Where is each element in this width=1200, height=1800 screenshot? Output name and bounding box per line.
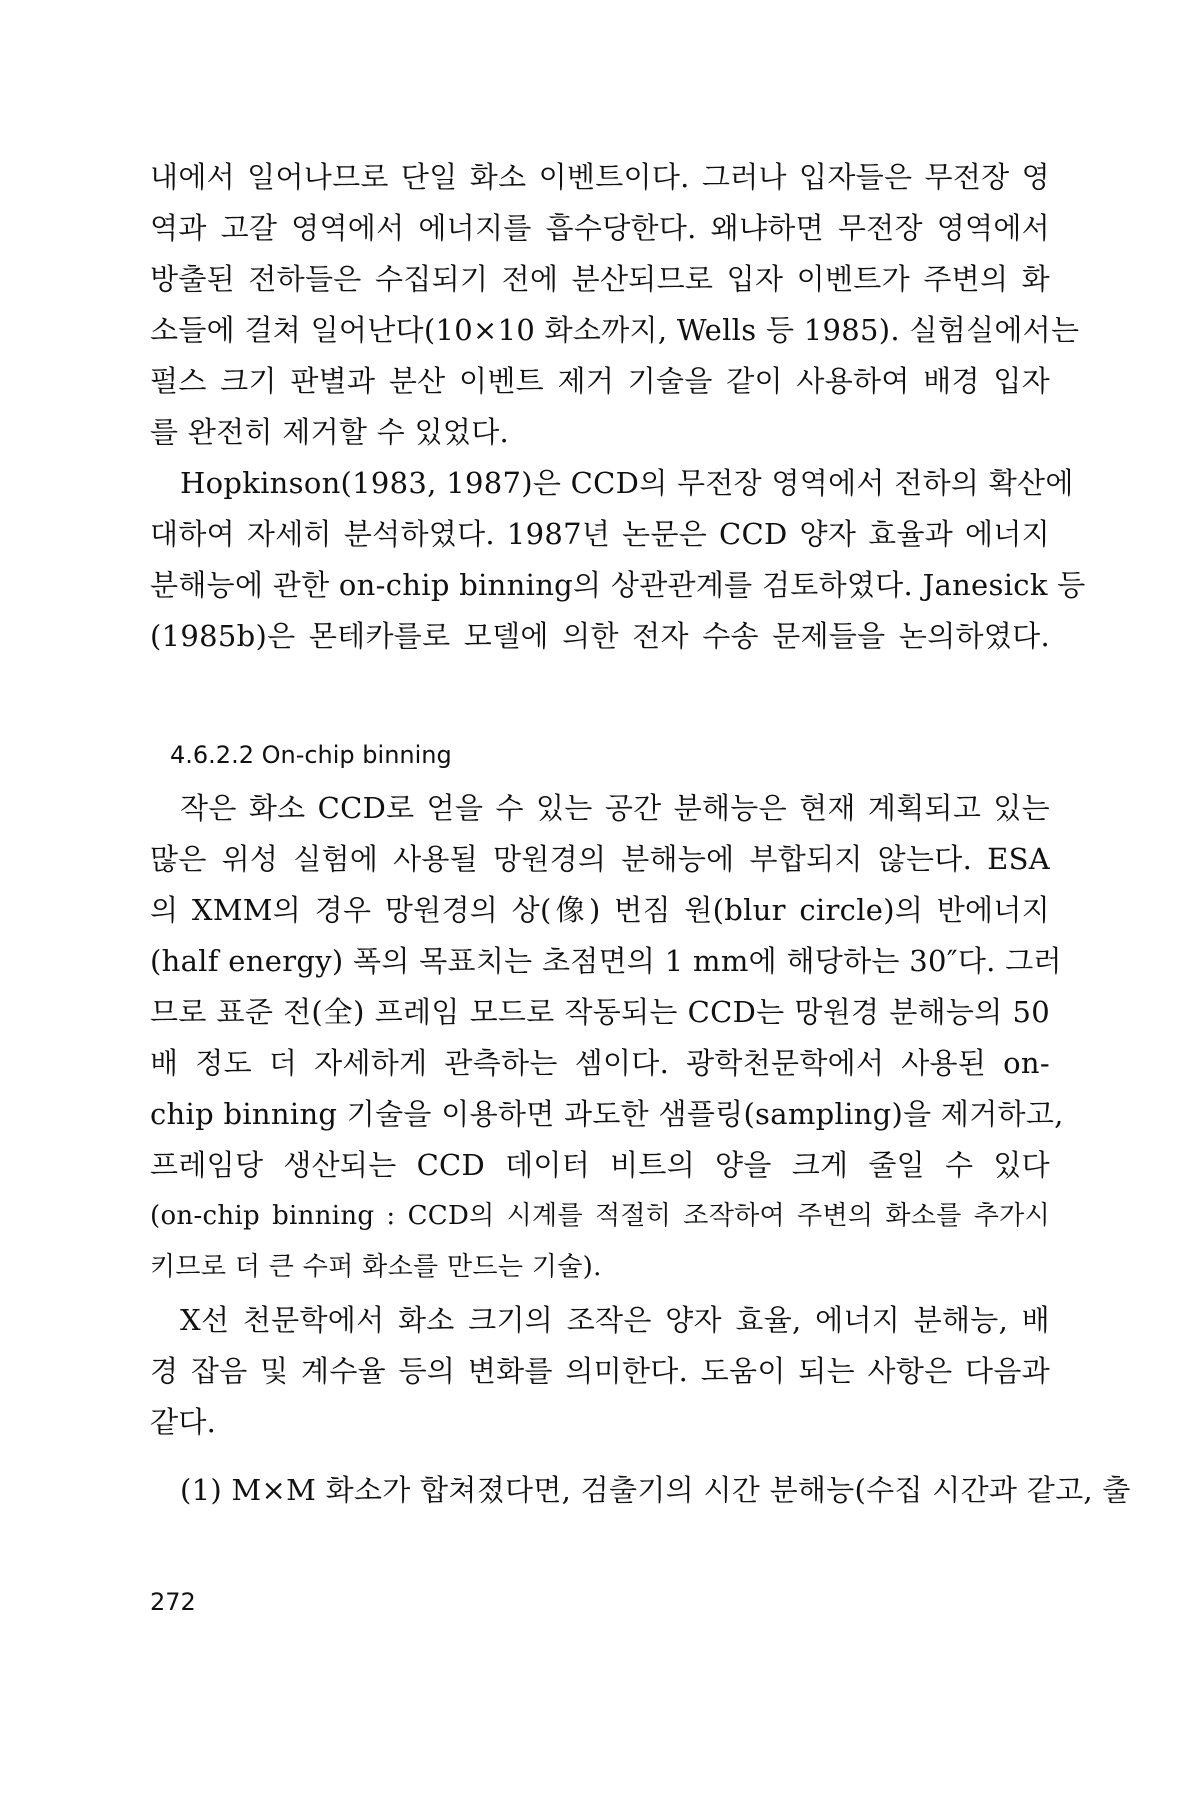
paragraph-4 <box>150 1295 1050 1448</box>
text-line: 배 정도 더 자세하게 관측하는 셈이다. 광학천문학에서 사용된 on- <box>150 1046 1050 1080</box>
text-line: (1985b)은 몬테카를로 모델에 의한 전자 수송 문제들을 논의하였다. <box>150 619 1050 653</box>
text-line: 므로 표준 전(全) 프레임 모드로 작동되는 CCD는 망원경 분해능의 50 <box>150 995 1050 1029</box>
text-line: 역과 고갈 영역에서 에너지를 흡수당한다. 왜냐하면 무전장 영역에서 <box>150 211 1050 245</box>
text-line: 펄스 크기 판별과 분산 이벤트 제거 기술을 같이 사용하여 배경 입자 <box>150 364 1050 398</box>
text-line: 많은 위성 실험에 사용될 망원경의 분해능에 부합되지 않는다. ESA <box>150 842 1050 876</box>
text-line: X선 천문학에서 화소 크기의 조작은 양자 효율, 에너지 분해능, 배 <box>180 1303 1050 1337</box>
text-line: (on-chip binning : CCD의 시계를 적절히 조작하여 주변의 화소를 추가시 <box>150 1201 1050 1231</box>
text-line: 경 잡음 및 계수율 등의 변화를 의미한다. 도움이 되는 사항은 다음과 <box>150 1354 1050 1388</box>
text-line: 의 XMM의 경우 망원경의 상(像) 번짐 원(blur circle)의 반에너지 <box>150 893 1050 927</box>
text-line: 내에서 일어나므로 단일 화소 이벤트이다. 그러나 입자들은 무전장 영 <box>150 160 1050 194</box>
text-line: 키므로 더 큰 수퍼 화소를 만드는 기술). <box>150 1252 602 1282</box>
text-line: 방출된 전하들은 수집되기 전에 분산되므로 입자 이벤트가 주변의 화 <box>150 262 1050 296</box>
list-item-text: (1) M×M 화소가 합쳐졌다면, 검출기의 시간 분해능(수집 시간과 같고, 출 <box>180 1473 1131 1507</box>
paragraph-1 <box>150 152 1080 458</box>
page-number: 272 <box>150 1588 196 1616</box>
text-line: chip binning 기술을 이용하면 과도한 샘플링(sampling)을 제거하고, <box>150 1097 1064 1131</box>
list-item-1 <box>150 1465 1131 1516</box>
text-line: 프레임당 생산되는 CCD 데이터 비트의 양을 크게 줄일 수 있다 <box>150 1148 1050 1182</box>
text-line: 분해능에 관한 on-chip binning의 상관관계를 검토하였다. Janesick 등 <box>150 568 1086 602</box>
text-line: 소들에 걸쳐 일어난다(10×10 화소까지, Wells 등 1985). 실험실에서는 <box>150 313 1080 347</box>
paragraph-3 <box>150 783 1064 1293</box>
paragraph-2 <box>150 458 1086 662</box>
text-line: 같다. <box>150 1405 217 1439</box>
text-line: 를 완전히 제거할 수 있었다. <box>150 415 510 449</box>
text-line: 대하여 자세히 분석하였다. 1987년 논문은 CCD 양자 효율과 에너지 <box>150 517 1050 551</box>
section-heading: 4.6.2.2 On-chip binning <box>170 741 452 769</box>
text-line: 작은 화소 CCD로 얻을 수 있는 공간 분해능은 현재 계획되고 있는 <box>180 791 1050 825</box>
text-line: Hopkinson(1983, 1987)은 CCD의 무전장 영역에서 전하의 확산에 <box>180 466 1074 500</box>
text-line: (half energy) 폭의 목표치는 초점면의 1 mm에 해당하는 30″다. 그러 <box>150 944 1062 978</box>
